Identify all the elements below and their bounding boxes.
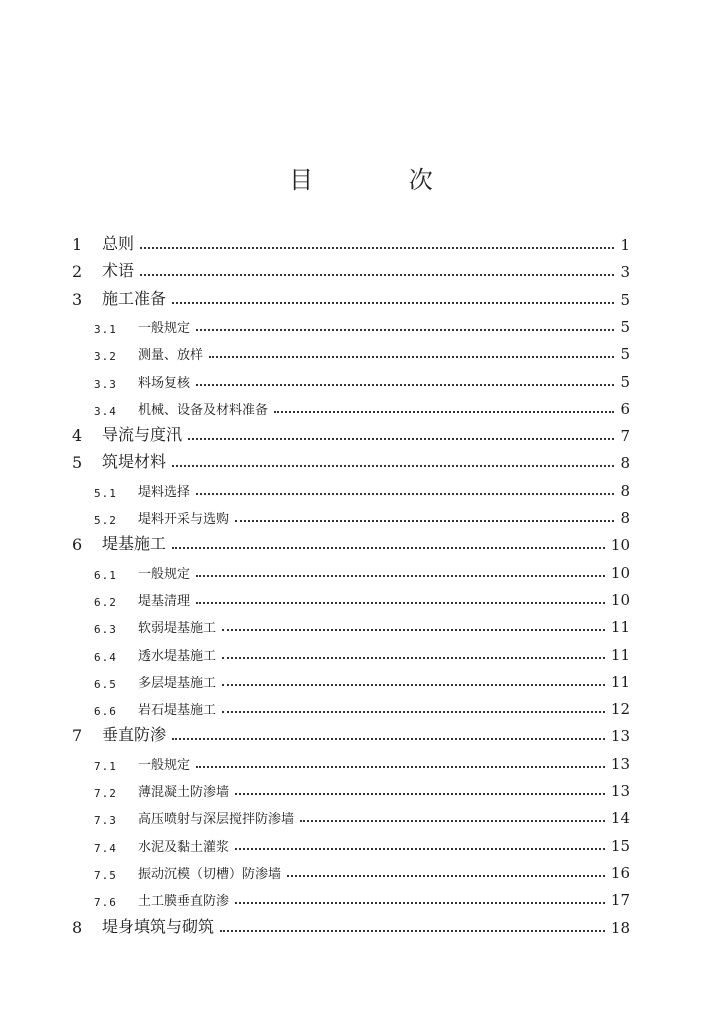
dot-leader <box>196 766 605 768</box>
toc-entry-label: 术语 <box>102 261 135 281</box>
dot-leader <box>235 520 614 522</box>
toc-entry-page-number: 6 <box>620 399 630 418</box>
toc-entry-page-number: 10 <box>610 536 630 555</box>
toc-entry-label: 一般规定 <box>138 566 191 582</box>
dot-leader <box>220 930 605 932</box>
dot-leader <box>274 411 614 413</box>
toc-entry-label: 导流与度汛 <box>102 425 183 445</box>
toc-entry-page-number: 13 <box>610 727 630 746</box>
toc-entry-number: 6.5 <box>94 677 117 691</box>
toc-entry-page-number: 11 <box>610 645 630 664</box>
dot-leader <box>222 684 605 686</box>
dot-leader <box>222 711 605 713</box>
toc-entry-page-number: 12 <box>610 700 630 719</box>
toc-entry-page-number: 3 <box>620 263 630 282</box>
dot-leader <box>287 875 605 877</box>
toc-section-entry[interactable] <box>94 478 630 500</box>
toc-section-entry[interactable] <box>94 587 630 609</box>
toc-entry-number: 3.2 <box>94 350 117 364</box>
toc-entry-number: 4 <box>72 426 83 446</box>
toc-section-entry[interactable] <box>94 696 630 718</box>
toc-entry-label: 总则 <box>102 234 135 253</box>
toc-section-entry[interactable] <box>94 860 630 882</box>
toc-entry-number: 7.5 <box>94 868 117 882</box>
dot-leader <box>222 657 605 659</box>
dot-leader <box>172 738 605 740</box>
toc-entry-page-number: 5 <box>620 317 630 336</box>
toc-section-entry[interactable] <box>94 560 630 582</box>
toc-chapter-entry[interactable] <box>72 450 630 472</box>
toc-section-entry[interactable] <box>94 669 630 691</box>
page-title: 目 次 <box>289 166 477 194</box>
toc-entry-page-number: 10 <box>610 563 630 582</box>
toc-entry-label: 堤基施工 <box>102 534 167 554</box>
toc-entry-number: 7.2 <box>94 787 117 800</box>
toc-entry-label: 测量、放样 <box>138 348 204 364</box>
toc-entry-number: 3.1 <box>94 322 117 336</box>
toc-entry-number: 6.1 <box>94 568 117 582</box>
toc-entry-label: 一般规定 <box>138 757 191 773</box>
dot-leader <box>140 247 614 249</box>
toc-section-entry[interactable] <box>94 778 630 800</box>
toc-section-entry[interactable] <box>94 505 630 527</box>
dot-leader <box>196 602 605 604</box>
toc-entry-page-number: 5 <box>620 372 630 391</box>
dot-leader <box>196 329 614 331</box>
toc-entry-label: 施工准备 <box>102 288 167 308</box>
toc-entry-label: 堤料选择 <box>138 484 191 500</box>
toc-entry-page-number: 11 <box>610 672 630 691</box>
toc-section-entry[interactable] <box>94 396 630 418</box>
toc-entry-page-number: 11 <box>610 618 630 637</box>
toc-entry-label: 堤身填筑与砌筑 <box>102 916 215 936</box>
toc-entry-page-number: 13 <box>610 754 630 773</box>
toc-entry-page-number: 5 <box>620 290 630 309</box>
toc-section-entry[interactable] <box>94 751 630 773</box>
toc-section-entry[interactable] <box>94 833 630 855</box>
toc-entry-label: 软弱堤基施工 <box>138 621 217 637</box>
toc-entry-number: 6 <box>72 535 83 555</box>
dot-leader <box>172 547 605 549</box>
dot-leader <box>196 575 605 577</box>
dot-leader <box>235 902 605 904</box>
toc-entry-label: 堤料开采与选购 <box>138 512 230 527</box>
toc-entry-number: 7.4 <box>94 841 117 855</box>
toc-entry-number: 1 <box>72 235 83 254</box>
dot-leader <box>300 820 605 822</box>
dot-leader <box>172 465 614 467</box>
toc-entry-label: 堤基清理 <box>138 593 191 609</box>
dot-leader <box>235 848 605 850</box>
toc-entry-label: 薄混凝土防渗墙 <box>138 785 230 800</box>
toc-entry-number: 3.3 <box>94 377 117 391</box>
toc-entry-number: 7 <box>72 726 83 746</box>
toc-section-entry[interactable] <box>94 887 630 909</box>
toc-entry-label: 机械、设备及材料准备 <box>138 402 269 418</box>
toc-entry-number: 7.3 <box>94 814 117 828</box>
dot-leader <box>140 274 614 276</box>
toc-entry-page-number: 13 <box>610 782 630 800</box>
toc-section-entry[interactable] <box>94 369 630 391</box>
toc-chapter-entry[interactable] <box>72 723 630 745</box>
toc-chapter-entry[interactable] <box>72 423 630 445</box>
toc-entry-page-number: 18 <box>610 918 630 937</box>
toc-entry-page-number: 10 <box>610 590 630 609</box>
toc-entry-number: 6.6 <box>94 705 117 719</box>
toc-section-entry[interactable] <box>94 614 630 636</box>
toc-entry-number: 3 <box>72 289 83 309</box>
toc-entry-label: 料场复核 <box>138 375 191 391</box>
toc-entry-label: 岩石堤基施工 <box>138 703 217 719</box>
toc-entry-page-number: 8 <box>620 481 630 500</box>
toc-section-entry[interactable] <box>94 805 630 827</box>
dot-leader <box>172 302 614 304</box>
toc-chapter-entry[interactable] <box>72 259 630 281</box>
toc-entry-page-number: 1 <box>620 236 630 254</box>
toc-entry-label: 高压喷射与深层搅拌防渗墙 <box>138 812 295 828</box>
dot-leader <box>235 793 605 795</box>
toc-entry-page-number: 15 <box>610 836 630 855</box>
toc-entry-number: 8 <box>72 917 83 937</box>
toc-section-entry[interactable] <box>94 314 630 336</box>
toc-entry-page-number: 17 <box>610 891 630 910</box>
toc-entry-label: 水泥及黏土灌浆 <box>138 839 230 855</box>
toc-entry-number: 6.2 <box>94 595 117 609</box>
toc-entry-label: 土工膜垂直防渗 <box>138 894 230 910</box>
toc-entry-number: 6.3 <box>94 623 117 637</box>
dot-leader <box>188 438 614 440</box>
toc-entry-page-number: 7 <box>620 427 630 446</box>
toc-entry-number: 3.4 <box>94 404 117 418</box>
toc-entry-label: 一般规定 <box>138 320 191 336</box>
toc-chapter-entry[interactable] <box>72 532 630 554</box>
toc-chapter-entry[interactable] <box>72 232 630 254</box>
dot-leader <box>196 493 614 495</box>
toc-entry-label: 垂直防渗 <box>102 725 167 745</box>
toc-entry-number: 7.6 <box>94 896 117 910</box>
toc-section-entry[interactable] <box>94 341 630 363</box>
toc-section-entry[interactable] <box>94 642 630 664</box>
toc-entry-label: 透水堤基施工 <box>138 648 217 664</box>
toc-entry-page-number: 16 <box>610 863 630 882</box>
toc-entry-page-number: 8 <box>620 454 630 473</box>
toc-entry-page-number: 8 <box>620 509 630 527</box>
toc-entry-number: 2 <box>72 262 83 282</box>
toc-entry-number: 5 <box>72 453 83 473</box>
toc-entry-number: 5.2 <box>94 514 117 527</box>
toc-entry-label: 振动沉模（切槽）防渗墙 <box>138 866 282 882</box>
toc-entry-number: 7.1 <box>94 759 117 773</box>
dot-leader <box>209 356 614 358</box>
toc-chapter-entry[interactable] <box>72 915 630 937</box>
toc-entry-number: 5.1 <box>94 486 117 500</box>
toc-entry-number: 6.4 <box>94 650 117 664</box>
dot-leader <box>222 629 605 631</box>
toc-chapter-entry[interactable] <box>72 287 630 309</box>
toc-entry-label: 多层堤基施工 <box>138 675 217 691</box>
toc-entry-label: 筑堤材料 <box>102 452 167 472</box>
dot-leader <box>196 384 614 386</box>
toc-entry-page-number: 5 <box>620 345 630 364</box>
toc-entry-page-number: 14 <box>610 809 630 828</box>
